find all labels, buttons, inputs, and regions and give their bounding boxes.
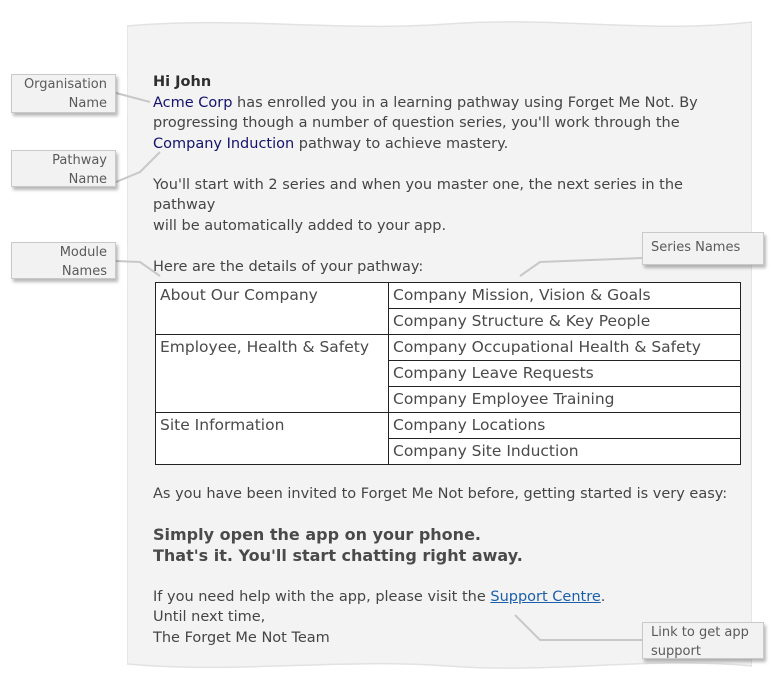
table-row [156,283,741,309]
series-name: Company Occupational Health & Safety [389,335,741,361]
series-name: Company Leave Requests [389,361,741,387]
start-text-1: You'll start with 2 series and when you master one, the next series in the pathway [153,176,683,213]
support-link-callout [642,622,764,659]
series-name: Company Mission, Vision & Goals [389,283,741,309]
pathway-name-callout [11,150,116,187]
callout-text: support [651,643,701,659]
module-name: About Our Company [156,283,389,335]
series-name: Company Locations [389,413,741,439]
intro-paragraph [153,93,743,155]
callout-text: Series Names [651,240,741,255]
module-name: Employee, Health & Safety [156,335,389,413]
table-row [156,335,741,361]
intro-text-1: has enrolled you in a learning pathway using Forget Me Not. By [232,94,698,111]
callout-text: Pathway [52,153,107,168]
callout-text: Name [68,95,107,111]
module-names-callout [11,242,116,279]
pathway-name: Company Induction [153,135,295,152]
module-name: Site Information [156,413,389,465]
signoff-line-1: Until next time, [153,609,266,625]
greeting: Hi John [153,74,212,90]
support-centre-link[interactable]: Support Centre [490,588,601,605]
invited-before-text: As you have been invited to Forget Me Not before, getting started is very easy: [153,486,728,502]
series-names-callout [642,232,764,265]
pathway-table [155,282,741,465]
series-name: Company Employee Training [389,387,741,413]
series-name: Company Site Induction [389,439,741,465]
help-suffix: . [600,588,606,605]
callout-text: Name [68,171,107,187]
callout-text: Link to get app [651,625,749,640]
simple-line-2: That's it. You'll start chatting right away. [153,545,523,565]
help-text: If you need help with the app, please visit the [153,588,491,605]
organisation-name: Acme Corp [153,94,233,111]
details-intro: Here are the details of your pathway: [153,258,424,275]
intro-text-3: pathway to achieve mastery. [294,135,509,152]
start-text-2: will be automatically added to your app. [153,217,447,234]
signoff-line-2: The Forget Me Not Team [153,629,330,646]
intro-text-2: progressing though a number of question series, you'll work through the [153,115,680,131]
callout-text: Organisation [23,77,107,92]
callout-text: Module [59,245,107,260]
callout-text: Names [61,263,107,279]
table-row [156,413,741,439]
series-name: Company Structure & Key People [389,309,741,335]
getting-started-instructions [153,525,743,566]
organisation-name-callout [11,74,116,113]
paper-top-edge [127,12,752,40]
simple-line-1: Simply open the app on your phone. [153,525,481,544]
start-paragraph [153,175,743,237]
